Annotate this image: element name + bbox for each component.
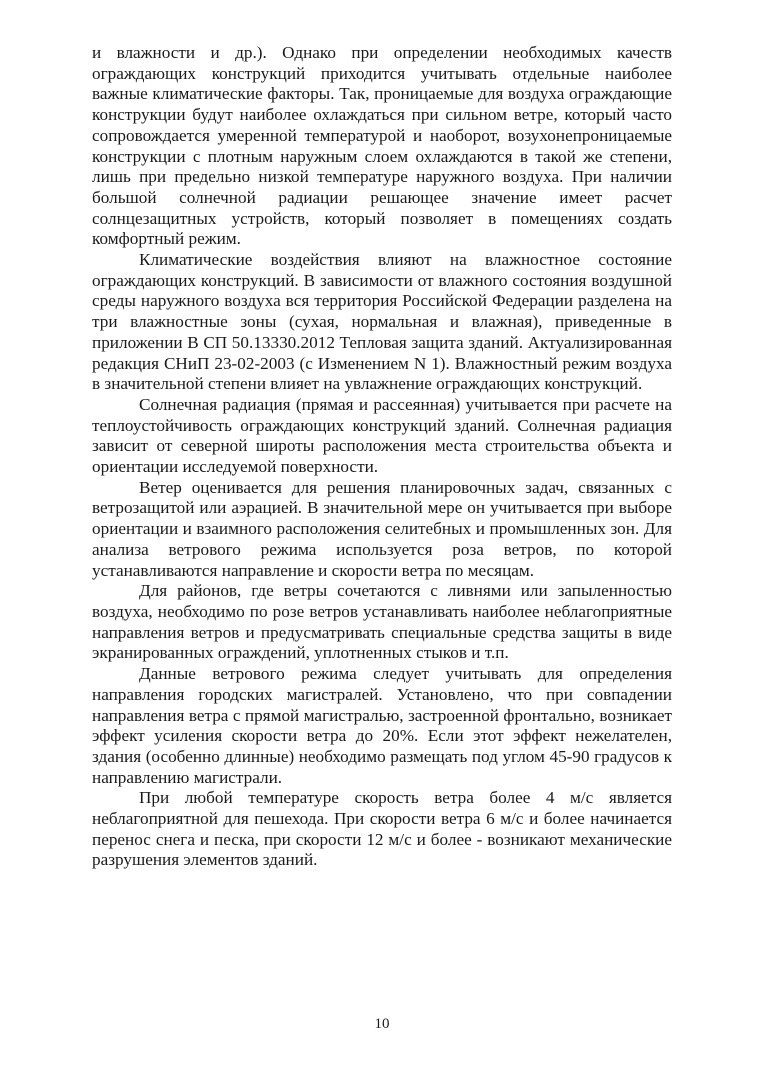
paragraph-wind-planning: Ветер оценивается для решения планировочных задач, связанных с ветрозащитой или аэрацией. В значительной мере он учитывается при выборе ориентации и взаимного расположения селитебных и промышленных зон. Для анализа ветрового режима используется роза ветров, по которой устанавливаются направление и скорости ветра по месяцам. <box>92 477 672 580</box>
paragraph-solar-radiation: Солнечная радиация (прямая и рассеянная) учитывается при расчете на теплоустойчивость ограждающих конструкций зданий. Солнечная радиация зависит от северной широты расположения места строительства объекта и ориентации исследуемой поверхности. <box>92 394 672 477</box>
page-number: 10 <box>374 1016 390 1032</box>
paragraph-wind-speed: При любой температуре скорость ветра более 4 м/с является неблагоприятной для пешехода. При скорости ветра 6 м/с и более начинается перенос снега и песка, при скорости 12 м/с и более - возникают механические разрушения элементов зданий. <box>92 788 672 870</box>
paragraph-wind-streets: Данные ветрового режима следует учитывать для определения направления городских магистралей. Установлено, что при совпадении направления ветра с прямой магистралью, застроенной фронтально, возникает эффект усиления скорости ветра до 20%. Если этот эффект нежелателен, здания (особенно длинные) необходимо размещать под углом 45-90 градусов к направлению магистрали. <box>92 664 672 787</box>
paragraph-climate-factors: и влажности и др.). Однако при определении необходимых качеств ограждающих конструкций приходится учитывать отдельные наиболее важные климатические факторы. Так, проницаемые для воздуха ограждающие конструкции будут наиболее охлаждаться при сильном ветре, который часто сопровождается умеренной температурой и наоборот, возухонепроницаемые конструкции с плотным наружным слоем охлаждаются в такой же степени, лишь при предельно низкой температуре наружного воздуха. При наличии большой солнечной радиации решающее значение имеет расчет солнцезащитных устройств, который позволяет в помещениях создать комфортный режим. <box>92 43 672 249</box>
paragraph-humidity-zones: Климатические воздействия влияют на влажностное состояние ограждающих конструкций. В зависимости от влажного состояния воздушной среды наружного воздуха вся территория Российской Федерации разделена на три влажностные зоны (сухая, нормальная и влажная), приведенные в приложении В СП 50.13330.2012 Тепловая защита зданий. Актуализированная редакция СНиП 23-02-2003 (с Изменением N 1). Влажностный режим воздуха в значительной степени влияет на увлажнение ограждающих конструкций. <box>92 250 672 394</box>
paragraph-wind-protection: Для районов, где ветры сочетаются с ливнями или запыленностью воздуха, необходимо по розе ветров устанавливать наиболее неблагоприятные направления ветров и предусматривать специальные средства защиты в виде экранированных ограждений, уплотненных стыков и т.п. <box>92 581 672 663</box>
body-text <box>92 43 672 871</box>
